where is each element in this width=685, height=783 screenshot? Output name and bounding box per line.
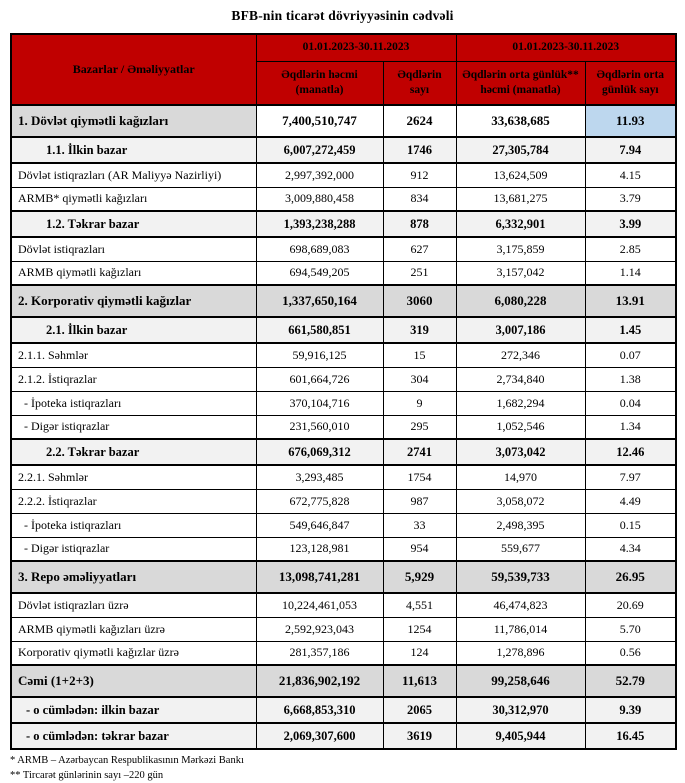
value-cell: 2,734,840 bbox=[456, 367, 585, 391]
value-cell: 1,682,294 bbox=[456, 391, 585, 415]
value-cell: 1,052,546 bbox=[456, 415, 585, 439]
row-label-cell: ARMB* qiymətli kağızları bbox=[11, 187, 256, 211]
value-cell: 4,551 bbox=[383, 593, 456, 617]
table-row bbox=[11, 163, 676, 187]
table-row bbox=[11, 187, 676, 211]
value-cell: 987 bbox=[383, 489, 456, 513]
value-cell: 834 bbox=[383, 187, 456, 211]
value-cell: 3619 bbox=[383, 723, 456, 749]
value-cell: 1.34 bbox=[585, 415, 676, 439]
value-cell: 0.04 bbox=[585, 391, 676, 415]
value-cell: 11,613 bbox=[383, 665, 456, 697]
value-cell: 878 bbox=[383, 211, 456, 237]
value-cell: 9 bbox=[383, 391, 456, 415]
table-row bbox=[11, 415, 676, 439]
footnote-armb: * ARMB – Azərbaycan Respublikasının Mərkəzi Bankı bbox=[10, 755, 244, 766]
value-cell: 912 bbox=[383, 163, 456, 187]
col-header-period-2: 01.01.2023-30.11.2023 bbox=[456, 34, 676, 61]
row-label-cell: Dövlət istiqrazları bbox=[11, 237, 256, 261]
value-cell: 1.45 bbox=[585, 317, 676, 343]
row-label-cell: - Digər istiqrazlar bbox=[11, 537, 256, 561]
row-label-cell: ARMB qiymətli kağızları üzrə bbox=[11, 617, 256, 641]
col-header-avg-daily-volume: Əqdlərin orta günlük** həcmi (manatla) bbox=[456, 61, 585, 105]
value-cell: 26.95 bbox=[585, 561, 676, 593]
table-row bbox=[11, 465, 676, 489]
value-cell: 9,405,944 bbox=[456, 723, 585, 749]
row-label-cell: ARMB qiymətli kağızları bbox=[11, 261, 256, 285]
value-cell: 672,775,828 bbox=[256, 489, 383, 513]
value-cell: 13.91 bbox=[585, 285, 676, 317]
table-header bbox=[11, 34, 676, 105]
header-period-row bbox=[11, 34, 676, 61]
footnote-trading-days: ** Tircarət günlərinin sayı –220 gün bbox=[10, 770, 164, 781]
value-cell: 6,668,853,310 bbox=[256, 697, 383, 723]
row-label-cell: 1. Dövlət qiymətli kağızları bbox=[11, 105, 256, 137]
value-cell: 601,664,726 bbox=[256, 367, 383, 391]
value-cell: 1.38 bbox=[585, 367, 676, 391]
table-row bbox=[11, 561, 676, 593]
row-label-cell: 2.2.2. İstiqrazlar bbox=[11, 489, 256, 513]
col-header-markets: Bazarlar / Əməliyyatlar bbox=[11, 34, 256, 105]
value-cell: 7.97 bbox=[585, 465, 676, 489]
table-row bbox=[11, 593, 676, 617]
table-row bbox=[11, 537, 676, 561]
row-label-cell: 1.2. Təkrar bazar bbox=[11, 211, 256, 237]
value-cell: 0.07 bbox=[585, 343, 676, 367]
value-cell: 281,357,186 bbox=[256, 641, 383, 665]
value-cell: 124 bbox=[383, 641, 456, 665]
value-cell: 2741 bbox=[383, 439, 456, 465]
value-cell: 304 bbox=[383, 367, 456, 391]
value-cell: 33 bbox=[383, 513, 456, 537]
col-header-volume: Əqdlərin həcmi (manatla) bbox=[256, 61, 383, 105]
table-row bbox=[11, 105, 676, 137]
value-cell: 5.70 bbox=[585, 617, 676, 641]
row-label-cell: - o cümlədən: təkrar bazar bbox=[11, 723, 256, 749]
value-cell: 13,681,275 bbox=[456, 187, 585, 211]
value-cell: 3,009,880,458 bbox=[256, 187, 383, 211]
value-cell: 319 bbox=[383, 317, 456, 343]
row-label-cell: - İpoteka istiqrazları bbox=[11, 513, 256, 537]
footnotes bbox=[10, 753, 675, 783]
row-label-cell: 3. Repo əməliyyatları bbox=[11, 561, 256, 593]
value-cell: 6,007,272,459 bbox=[256, 137, 383, 163]
value-cell: 627 bbox=[383, 237, 456, 261]
value-cell: 2065 bbox=[383, 697, 456, 723]
value-cell: 30,312,970 bbox=[456, 697, 585, 723]
highlighted-value-cell: 11.93 bbox=[585, 105, 676, 137]
value-cell: 2.85 bbox=[585, 237, 676, 261]
row-label-cell: 2.1.1. Səhmlər bbox=[11, 343, 256, 367]
table-row bbox=[11, 641, 676, 665]
table-row bbox=[11, 211, 676, 237]
row-label-cell: Dövlət istiqrazları (AR Maliyyə Nazirliyi) bbox=[11, 163, 256, 187]
value-cell: 0.56 bbox=[585, 641, 676, 665]
value-cell: 3060 bbox=[383, 285, 456, 317]
row-label-cell: - İpoteka istiqrazları bbox=[11, 391, 256, 415]
value-cell: 1,337,650,164 bbox=[256, 285, 383, 317]
row-label-cell: Dövlət istiqrazları üzrə bbox=[11, 593, 256, 617]
value-cell: 13,624,509 bbox=[456, 163, 585, 187]
row-label-cell: 1.1. İlkin bazar bbox=[11, 137, 256, 163]
value-cell: 3,293,485 bbox=[256, 465, 383, 489]
value-cell: 559,677 bbox=[456, 537, 585, 561]
value-cell: 698,689,083 bbox=[256, 237, 383, 261]
value-cell: 954 bbox=[383, 537, 456, 561]
value-cell: 11,786,014 bbox=[456, 617, 585, 641]
page-title: BFB-nin ticarət dövriyyəsinin cədvəli bbox=[231, 8, 454, 23]
value-cell: 99,258,646 bbox=[456, 665, 585, 697]
value-cell: 10,224,461,053 bbox=[256, 593, 383, 617]
value-cell: 231,560,010 bbox=[256, 415, 383, 439]
table-row bbox=[11, 617, 676, 641]
table-row bbox=[11, 237, 676, 261]
col-header-period-1: 01.01.2023-30.11.2023 bbox=[256, 34, 456, 61]
value-cell: 661,580,851 bbox=[256, 317, 383, 343]
table-row bbox=[11, 513, 676, 537]
row-label-cell: Cəmi (1+2+3) bbox=[11, 665, 256, 697]
row-label-cell: - o cümlədən: ilkin bazar bbox=[11, 697, 256, 723]
value-cell: 7,400,510,747 bbox=[256, 105, 383, 137]
table-row bbox=[11, 367, 676, 391]
table-row bbox=[11, 285, 676, 317]
value-cell: 7.94 bbox=[585, 137, 676, 163]
row-label-cell: 2.1. İlkin bazar bbox=[11, 317, 256, 343]
row-label-cell: 2.1.2. İstiqrazlar bbox=[11, 367, 256, 391]
row-label-cell: Korporativ qiymətli kağızlar üzrə bbox=[11, 641, 256, 665]
table-row bbox=[11, 391, 676, 415]
table-row bbox=[11, 343, 676, 367]
value-cell: 2,592,923,043 bbox=[256, 617, 383, 641]
table-row bbox=[11, 261, 676, 285]
table-row bbox=[11, 697, 676, 723]
value-cell: 1,278,896 bbox=[456, 641, 585, 665]
col-header-count: Əqdlərin sayı bbox=[383, 61, 456, 105]
value-cell: 370,104,716 bbox=[256, 391, 383, 415]
table-row bbox=[11, 489, 676, 513]
value-cell: 295 bbox=[383, 415, 456, 439]
row-label-cell: 2.2.1. Səhmlər bbox=[11, 465, 256, 489]
value-cell: 272,346 bbox=[456, 343, 585, 367]
value-cell: 21,836,902,192 bbox=[256, 665, 383, 697]
value-cell: 1254 bbox=[383, 617, 456, 641]
value-cell: 9.39 bbox=[585, 697, 676, 723]
col-header-avg-daily-count: Əqdlərin orta günlük sayı bbox=[585, 61, 676, 105]
value-cell: 4.15 bbox=[585, 163, 676, 187]
value-cell: 694,549,205 bbox=[256, 261, 383, 285]
value-cell: 12.46 bbox=[585, 439, 676, 465]
value-cell: 3.79 bbox=[585, 187, 676, 211]
value-cell: 16.45 bbox=[585, 723, 676, 749]
value-cell: 3,175,859 bbox=[456, 237, 585, 261]
table-row bbox=[11, 439, 676, 465]
value-cell: 0.15 bbox=[585, 513, 676, 537]
row-label-cell: - Digər istiqrazlar bbox=[11, 415, 256, 439]
value-cell: 4.49 bbox=[585, 489, 676, 513]
value-cell: 549,646,847 bbox=[256, 513, 383, 537]
value-cell: 676,069,312 bbox=[256, 439, 383, 465]
value-cell: 2624 bbox=[383, 105, 456, 137]
value-cell: 5,929 bbox=[383, 561, 456, 593]
value-cell: 59,916,125 bbox=[256, 343, 383, 367]
table-row bbox=[11, 137, 676, 163]
table-row bbox=[11, 665, 676, 697]
value-cell: 2,997,392,000 bbox=[256, 163, 383, 187]
value-cell: 27,305,784 bbox=[456, 137, 585, 163]
value-cell: 3,058,072 bbox=[456, 489, 585, 513]
value-cell: 20.69 bbox=[585, 593, 676, 617]
row-label-cell: 2. Korporativ qiymətli kağızlar bbox=[11, 285, 256, 317]
value-cell: 33,638,685 bbox=[456, 105, 585, 137]
value-cell: 1754 bbox=[383, 465, 456, 489]
value-cell: 6,080,228 bbox=[456, 285, 585, 317]
turnover-table bbox=[10, 33, 677, 750]
row-label-cell: 2.2. Təkrar bazar bbox=[11, 439, 256, 465]
value-cell: 1.14 bbox=[585, 261, 676, 285]
value-cell: 3.99 bbox=[585, 211, 676, 237]
value-cell: 3,157,042 bbox=[456, 261, 585, 285]
value-cell: 251 bbox=[383, 261, 456, 285]
value-cell: 14,970 bbox=[456, 465, 585, 489]
value-cell: 123,128,981 bbox=[256, 537, 383, 561]
table-row bbox=[11, 723, 676, 749]
value-cell: 3,007,186 bbox=[456, 317, 585, 343]
value-cell: 6,332,901 bbox=[456, 211, 585, 237]
table-body bbox=[11, 105, 676, 749]
value-cell: 52.79 bbox=[585, 665, 676, 697]
value-cell: 2,498,395 bbox=[456, 513, 585, 537]
value-cell: 13,098,741,281 bbox=[256, 561, 383, 593]
value-cell: 1,393,238,288 bbox=[256, 211, 383, 237]
value-cell: 15 bbox=[383, 343, 456, 367]
value-cell: 1746 bbox=[383, 137, 456, 163]
value-cell: 3,073,042 bbox=[456, 439, 585, 465]
value-cell: 46,474,823 bbox=[456, 593, 585, 617]
table-row bbox=[11, 317, 676, 343]
value-cell: 2,069,307,600 bbox=[256, 723, 383, 749]
value-cell: 4.34 bbox=[585, 537, 676, 561]
value-cell: 59,539,733 bbox=[456, 561, 585, 593]
